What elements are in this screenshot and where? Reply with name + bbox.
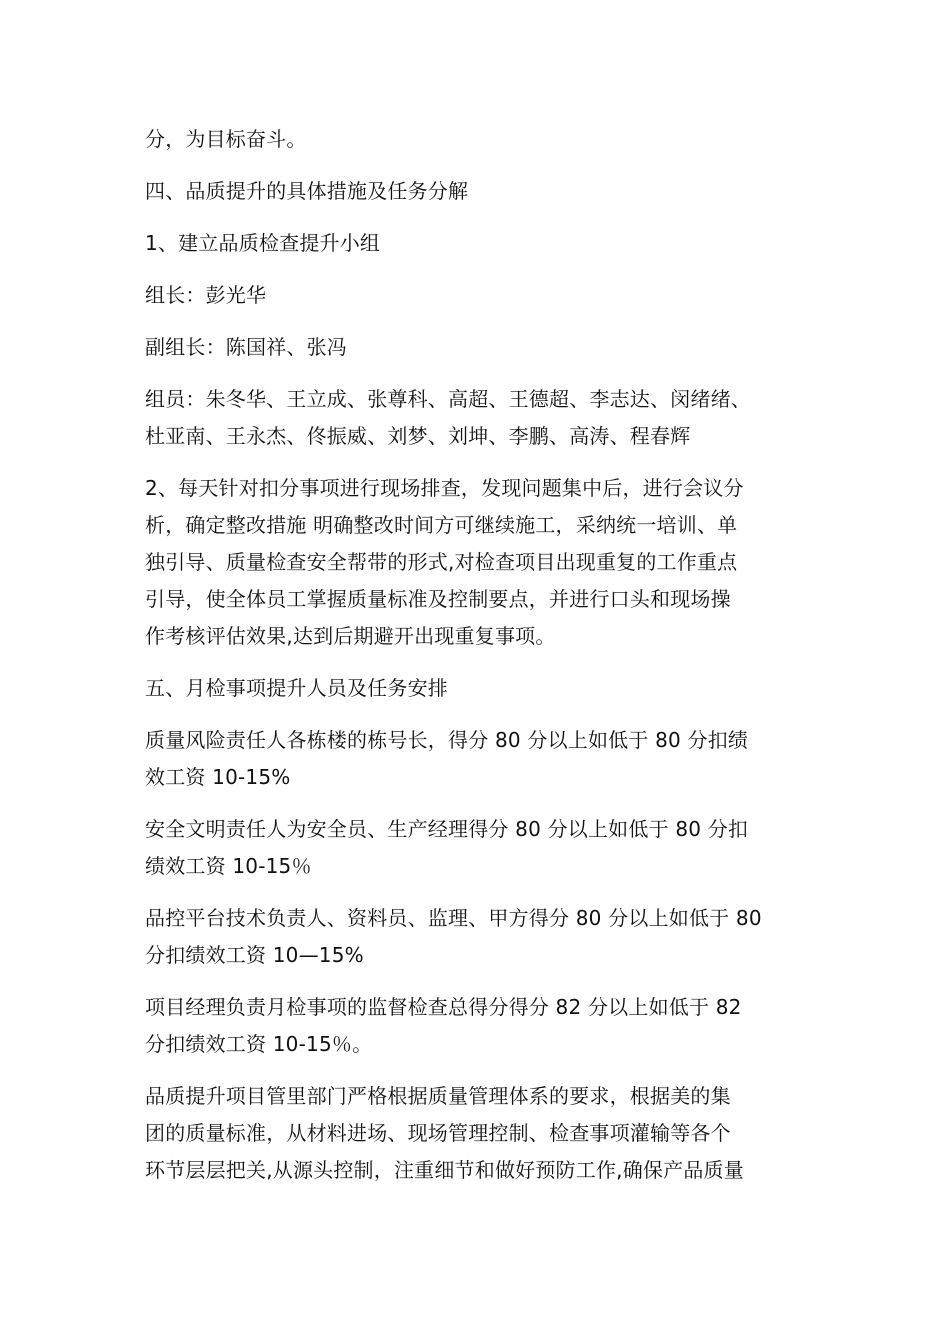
text-line: 2、每天针对扣分事项进行现场排查，发现问题集中后，进行会议分 (145, 476, 744, 500)
text-line: 分扣绩效工资 10-15％。 (145, 1032, 373, 1056)
safety-paragraph (145, 811, 825, 885)
item-2-paragraph (145, 470, 825, 655)
text-line: 安全文明责任人为安全员、生产经理得分 80 分以上如低于 80 分扣 (145, 817, 749, 841)
text-line: 分，为目标奋斗。 (145, 127, 307, 151)
section-heading-5 (145, 670, 825, 707)
item-heading-1 (145, 225, 825, 262)
project-manager-paragraph (145, 989, 825, 1063)
text-line: 团的质量标准，从材料进场、现场管理控制、检查事项灌输等各个 (145, 1121, 731, 1145)
group-members (145, 381, 825, 455)
paragraph-continuation (145, 121, 825, 158)
deputy-leaders (145, 329, 825, 366)
text-line: 作考核评估效果,达到后期避开出现重复事项。 (145, 624, 556, 648)
text-line: 五、月检事项提升人员及任务安排 (145, 676, 448, 700)
text-line: 组员：朱冬华、王立成、张尊科、高超、王德超、李志达、闵绪绪、 (145, 387, 751, 411)
text-line: 分扣绩效工资 10—15% (145, 943, 364, 967)
quality-risk-paragraph (145, 722, 825, 796)
text-line: 副组长：陈国祥、张冯 (145, 335, 347, 359)
text-line: 析，确定整改措施 明确整改时间方可继续施工，采纳统一培训、单 (145, 513, 738, 537)
text-line: 独引导、质量检查安全帮带的形式,对检查项目出现重复的工作重点 (145, 550, 738, 574)
text-line: 环节层层把关,从源头控制，注重细节和做好预防工作,确保产品质量 (145, 1158, 744, 1182)
text-line: 品质提升项目管里部门严格根据质量管理体系的要求，根据美的集 (145, 1084, 731, 1108)
section-heading-4 (145, 173, 825, 210)
text-line: 杜亚南、王永杰、佟振威、刘梦、刘坤、李鹏、高涛、程春辉 (145, 424, 691, 448)
text-line: 组长：彭光华 (145, 283, 267, 307)
document-body (145, 121, 825, 1204)
text-line: 品控平台技术负责人、资料员、监理、甲方得分 80 分以上如低于 80 (145, 906, 762, 930)
text-line: 1、建立品质检查提升小组 (145, 231, 381, 255)
text-line: 质量风险责任人各栋楼的栋号长，得分 80 分以上如低于 80 分扣绩 (145, 728, 749, 752)
text-line: 引导，使全体员工掌握质量标准及控制要点，并进行口头和现场操 (145, 587, 731, 611)
text-line: 项目经理负责月检事项的监督检查总得分得分 82 分以上如低于 82 (145, 995, 742, 1019)
text-line: 效工资 10-15% (145, 765, 291, 789)
quality-improvement-paragraph (145, 1078, 825, 1189)
quality-control-paragraph (145, 900, 825, 974)
text-line: 四、品质提升的具体措施及任务分解 (145, 179, 469, 203)
text-line: 绩效工资 10-15％ (145, 854, 312, 878)
group-leader (145, 277, 825, 314)
